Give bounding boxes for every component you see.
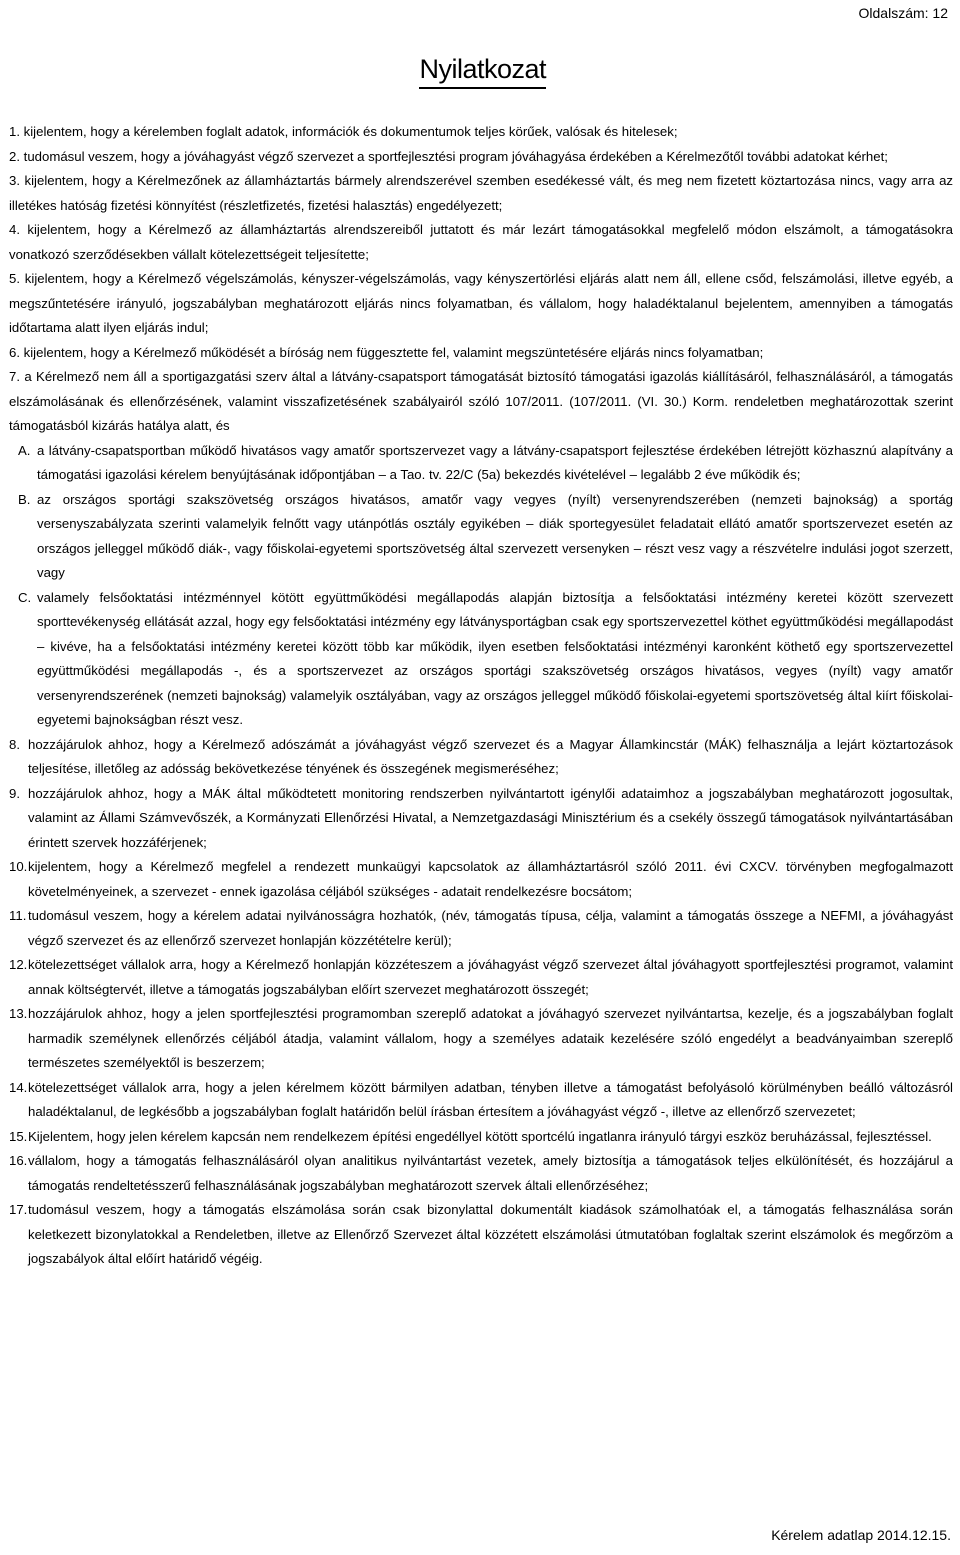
page-number: Oldalszám: 12 (858, 5, 948, 21)
sub-item-text: valamely felsőoktatási intézménnyel kötött együttműködési megállapodás alapján biztosítja a felsőoktatási intézmény keretei között szervezett sporttevékenység ellátását azzal, hogy egy felsőoktatási intézmény egy látványsportágban csak egy sportszervezettel köthet együttműködési megállapodást – kivéve, ha a felsőoktatási intézmény keretei között több kar működik, ilyen esetben felsőoktatási intézményi karonként köthető egy sportszervezettel együttműködési megállapodás -, és a sportszervezet az országos sportági szakszövetség országos hivatásos, vegyes (nyílt) vagy amatőr versenyrendszerének (nemzeti bajnokság) valamelyik osztályában, vagy az országos jelleggel működő főiskolai-egyetemi sportszövetség által kiírt főiskolai-egyetemi bajnokságban részt vesz. (37, 589, 953, 727)
list-item: 3. kijelentem, hogy a Kérelmezőnek az államháztartás bármely alrendszerével szemben esedékessé vált, és meg nem fizetett köztartozása nincs, vagy arra az illetékes hatóság fizetési könnyítést (részletfizetés, fizetési halasztás) engedélyezett; (9, 173, 953, 213)
sub-item-a (9, 439, 953, 488)
sub-item-marker: B. (18, 491, 31, 507)
list-item (9, 1149, 953, 1198)
list-item-text: vállalom, hogy a támogatás felhasználásáról olyan analitikus nyilvántartást vezetek, amely biztosítja a támogatások teljes elkülönítését, és hozzájárul a támogatás rendeltetésszerű felhasználásának jogszabályban meghatározott szervek általi ellenőrzéséhez; (28, 1153, 953, 1193)
list-item (9, 733, 953, 782)
list-item-number: 12. (9, 957, 28, 972)
list-item (9, 1198, 953, 1272)
list-item-number: 8. (9, 736, 20, 752)
list-item (9, 1076, 953, 1125)
list-item (9, 904, 953, 953)
list-item-text: kötelezettséget vállalok arra, hogy a Kérelmező honlapján közzéteszem a jóváhagyást végző szervezet által jóváhagyott sportfejlesztési programot, valamint annak költségtervét, illetve a támogatás jogszabályban előírt szervezet meghatározott összegét; (28, 957, 953, 997)
list-item-number: 15. (9, 1128, 28, 1144)
page-footer: Kérelem adatlap 2014.12.15. (771, 1527, 951, 1543)
list-item: 4. kijelentem, hogy a Kérelmező az államháztartás alrendszereiből juttatott és már lezárt támogatásokkal megfelelő módon elszámolt, a támogatásokra vonatkozó szerződésekben vállalt kötelezettségeit teljesítette; (9, 222, 953, 262)
sub-item-marker: A. (18, 442, 31, 458)
list-item: 6. kijelentem, hogy a Kérelmező működését a bíróság nem függesztette fel, valamint megszüntetésére eljárás nincs folyamatban; (9, 344, 764, 360)
list-item-text: hozzájárulok ahhoz, hogy a Kérelmező adószámát a jóváhagyást végző szervezet és a Magyar Államkincstár (MÁK) felhasználja a lejárt köztartozások teljesítése, illetőleg az adósság bekövetkezése tényének és összegének megismeréséhez; (28, 736, 953, 776)
list-item (9, 855, 953, 904)
list-item: 5. kijelentem, hogy a Kérelmező végelszámolás, kényszer-végelszámolás, vagy kényszertörlési eljárás alatt nem áll, ellene csőd, felszámolási, illetve egyéb, a megszűntetésére irányuló, jogszabályban meghatározott eljárás nincs folyamatban, és vállalom, hogy haladéktalanul bejelentem, amennyiben a támogatás időtartama alatt ilyen eljárás indul; (9, 271, 953, 335)
page-title: Nyilatkozat (419, 52, 546, 89)
list-item-number: 13. (9, 1006, 28, 1021)
list-item-number: 16. (9, 1153, 28, 1168)
list-item-number: 9. (9, 785, 20, 801)
sub-item-text: a látvány-csapatsportban működő hivatásos vagy amatőr sportszervezet vagy a látvány-csapatsport fejlesztése érdekében létrejött közhasznú alapítvány a támogatási igazolási kérelem benyújtásának időpontjában – a Tao. tv. 22/C (5a) bekezdés kivételével – legalább 2 éve működik és; (37, 442, 953, 482)
sub-item-b (9, 488, 953, 586)
sub-item-c (9, 586, 953, 733)
declaration-body (9, 120, 953, 1272)
list-item-text: hozzájárulok ahhoz, hogy a MÁK által működtetett monitoring rendszerben nyilvántartott igénylői adataimhoz a jogszabályban meghatározott jogosultak, valamint az Állami Számvevőszék, a Kormányzati Ellenőrzési Hivatal, a Nemzetgazdasági Minisztérium és a csekély összegű támogatások nyilvántartásában érintett szervek hozzáférjenek; (28, 785, 953, 850)
list-item-text: tudomásul veszem, hogy a kérelem adatai nyilvánosságra hozhatók, (név, támogatás típusa, célja, valamint a támogatás összege a NEFMI, a jóváhagyást végző szervezet és az ellenőrző szervezet honlapján közzétételre kerül); (28, 908, 953, 948)
sub-item-text: az országos sportági szakszövetség országos hivatásos, amatőr vagy vegyes (nyílt) versenyrendszerében (nemzeti bajnokság) a sportág versenyszabályzata szerinti valamelyik felnőtt vagy utánpótlás osztály egyikében – diák sportegyesület feladatait ellátó amatőr sportszervezet esetén az országos jelleggel működő diák-, vagy főiskolai-egyetemi sportszövetség által szervezett versenyken – részt vesz vagy a részvételre indulási jogot szerzett, vagy (37, 491, 953, 580)
list-item-text: kötelezettséget vállalok arra, hogy a jelen kérelmem között bármilyen adatban, tényben illetve a támogatást befolyásoló körülményben beálló változásról haladéktalanul, de legkésőbb a jogszabályban foglalt határidőn belül írásban értesítem a jóváhagyást végző -, illetve az ellenőrző szervezetet; (28, 1079, 953, 1119)
list-item-text: Kijelentem, hogy jelen kérelem kapcsán nem rendelkezem építési engedéllyel kötött sportcélú ingatlanra irányuló tárgyi eszköz beruházással, fejlesztéssel. (28, 1128, 932, 1144)
list-item-number: 10. (9, 859, 28, 874)
list-item (9, 782, 953, 856)
list-item: 7. a Kérelmező nem áll a sportigazgatási szerv által a látvány-csapatsport támogatását biztosító támogatási igazolás kiállításáról, felhasználásáról, a támogatás elszámolásának és ellenőrzésének, valamint visszafizetésének szabályairól szóló 107/2011. (107/2011. (VI. 30.) Korm. rendeletben meghatározottak szerint támogatásból kizárás hatálya alatt, és (9, 369, 953, 433)
list-item-number: 11. (9, 908, 27, 923)
list-item (9, 1002, 953, 1076)
list-item-text: tudomásul veszem, hogy a támogatás elszámolása során csak bizonylattal dokumentált kiadások számolhatóak el, a támogatás felhasználása során keletkezett bizonylatokkal a Rendeletben, illetve az Ellenőrző Szervezet által közzétett elszámolási útmutatóban foglaltak szerint elszámolok és megőrzöm a jogszabályok által előírt határidő végéig. (28, 1202, 953, 1266)
list-item-text: hozzájárulok ahhoz, hogy a jelen sportfejlesztési programomban szereplő adatokat a jóváhagyó szervezet nyilvántartsa, kezelje, és a jogszabályban foglalt harmadik személynek ellenőrzés céljából átadja, valamint vállalom, hogy a személyes adataik kezelésére szóló engedélyt a beadványaimban szereplő természetes személyektől is beszerzem; (28, 1006, 953, 1070)
list-item-number: 17. (9, 1202, 28, 1217)
list-item: 2. tudomásul veszem, hogy a jóváhagyást végző szervezet a sportfejlesztési program jóváhagyása érdekében a Kérelmezőtől további adatokat kérhet; (9, 148, 888, 164)
list-item-text: kijelentem, hogy a Kérelmező megfelel a rendezett munkaügyi kapcsolatok az államháztartásról szóló 2011. évi CXCV. törvényben megfogalmazott követelményeinek, a szervezet - ennek igazolása céljából szükséges - adatait rendelkezésre bocsátom; (28, 859, 953, 899)
sub-item-marker: C. (18, 589, 32, 605)
list-item: 1. kijelentem, hogy a kérelemben foglalt adatok, információk és dokumentumok teljes körűek, valósak és hitelesek; (9, 124, 678, 139)
list-item (9, 953, 953, 1002)
list-item-number: 14. (9, 1079, 28, 1095)
list-item (9, 1125, 953, 1150)
